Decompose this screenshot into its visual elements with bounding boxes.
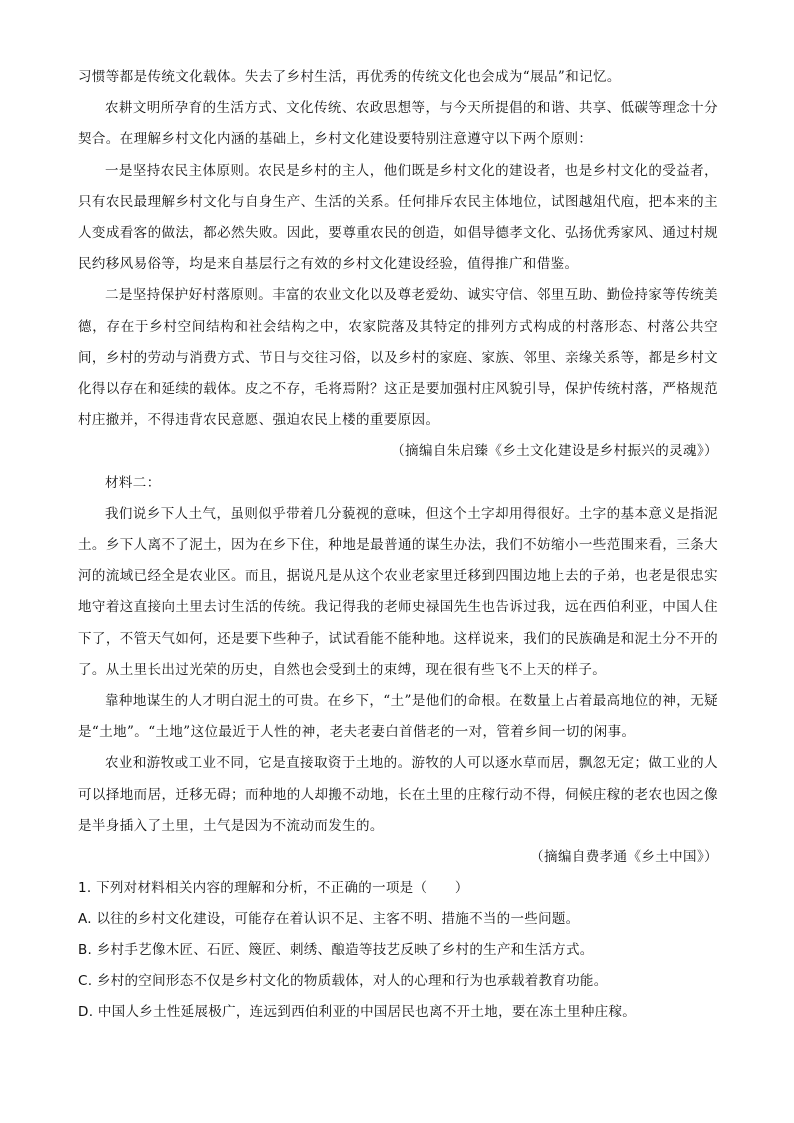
passage-paragraph: 一是坚持农民主体原则。农民是乡村的主人，他们既是乡村文化的建设者，也是乡村文化的受益者，只有农民最理解乡村文化与自身生产、生活的关系。任何排斥农民主体地位，试图越俎代庖，把本来的主人变成看客的做法，都必然失败。因此，要尊重农民的创造，如倡导德孝文化、弘扬优秀家风、通过村规民约移风易俗等，均是来自基层行之有效的乡村文化建设经验，值得推广和借鉴。 bbox=[78, 162, 718, 273]
passage-one bbox=[78, 62, 718, 468]
passage-paragraph: 农业和游牧或工业不同，它是直接取资于土地的。游牧的人可以逐水草而居，飘忽无定；做工业的人可以择地而居，迁移无碍；而种地的人却搬不动地，长在土里的庄稼行动不得，伺候庄稼的老农也因之像是半身插入了土里，土气是因为不流动而发生的。 bbox=[78, 755, 718, 834]
option-c: C. 乡村的空间形态不仅是乡村文化的物质载体，对人的心理和行为也承载着教育功能。 bbox=[78, 973, 608, 990]
passage-paragraph: 靠种地谋生的人才明白泥土的可贵。在乡下，“土”是他们的命根。在数量上占着最高地位的神，无疑是“土地”。“土地”这位最近于人性的神，老夫老妻白首偕老的一对，管着乡间一切的闲事。 bbox=[78, 693, 718, 741]
document-page bbox=[78, 62, 718, 1028]
source-citation: （摘编自朱启臻《乡土文化建设是乡村振兴的灵魂》） bbox=[391, 443, 718, 460]
option-b: B. 乡村手艺像木匠、石匠、篾匠、刺绣、酿造等技艺反映了乡村的生产和生活方式。 bbox=[78, 942, 594, 959]
passage-paragraph: 习惯等都是传统文化载体。失去了乡村生活，再优秀的传统文化也会成为“展品”和记忆。 bbox=[78, 69, 621, 85]
passage-paragraph: 我们说乡下人土气，虽则似乎带着几分藐视的意味，但这个土字却用得很好。土字的基本意义是指泥土。乡下人离不了泥土，因为在乡下住，种地是最普通的谋生办法，我们不妨缩小一些范围来看，三条大河的流域已经全是农业区。而且，据说凡是从这个农业老家里迁移到四围边地上去的子弟，也老是很忠实地守着这直接向土里去讨生活的传统。我记得我的老师史禄国先生也告诉过我，远在西伯利亚，中国人住下了，不管天气如何，还是要下些种子，试试看能不能种地。这样说来，我们的民族确是和泥土分不开的了。从土里长出过光荣的历史，自然也会受到土的束缚，现在很有些飞不上天的样子。 bbox=[78, 505, 718, 678]
option-d: D. 中国人乡土性延展极广，连远到西伯利亚的中国居民也离不开土地，要在冻土里种庄稼。 bbox=[78, 1004, 637, 1021]
passage-paragraph: 农耕文明所孕育的生活方式、文化传统、农政思想等，与今天所提倡的和谐、共享、低碳等理念十分契合。在理解乡村文化内涵的基础上，乡村文化建设要特别注意遵守以下两个原则： bbox=[78, 100, 718, 148]
passage-paragraph: 二是坚持保护好村落原则。丰富的农业文化以及尊老爱幼、诚实守信、邻里互助、勤俭持家等传统美德，存在于乡村空间结构和社会结构之中，农家院落及其特定的排列方式构成的村落形态、村落公共空间，乡村的劳动与消费方式、节日与交往习俗，以及乡村的家庭、家族、邻里、亲缘关系等，都是乡村文化得以存在和延续的载体。皮之不存，毛将焉附？这正是要加强村庄风貌引导，保护传统村落，严格规范村庄撤并，不得违背农民意愿、强迫农民上楼的重要原因。 bbox=[78, 287, 718, 429]
source-citation: （摘编自费孝通《乡土中国》） bbox=[530, 849, 718, 866]
option-a: A. 以往的乡村文化建设，可能存在着认识不足、主客不明、措施不当的一些问题。 bbox=[78, 911, 580, 928]
passage-two bbox=[78, 468, 718, 874]
question-block bbox=[78, 873, 718, 1028]
question-stem: 1. 下列对材料相关内容的理解和分析，不正确的一项是（ ） bbox=[78, 880, 469, 897]
material-label: 材料二： bbox=[105, 474, 161, 491]
